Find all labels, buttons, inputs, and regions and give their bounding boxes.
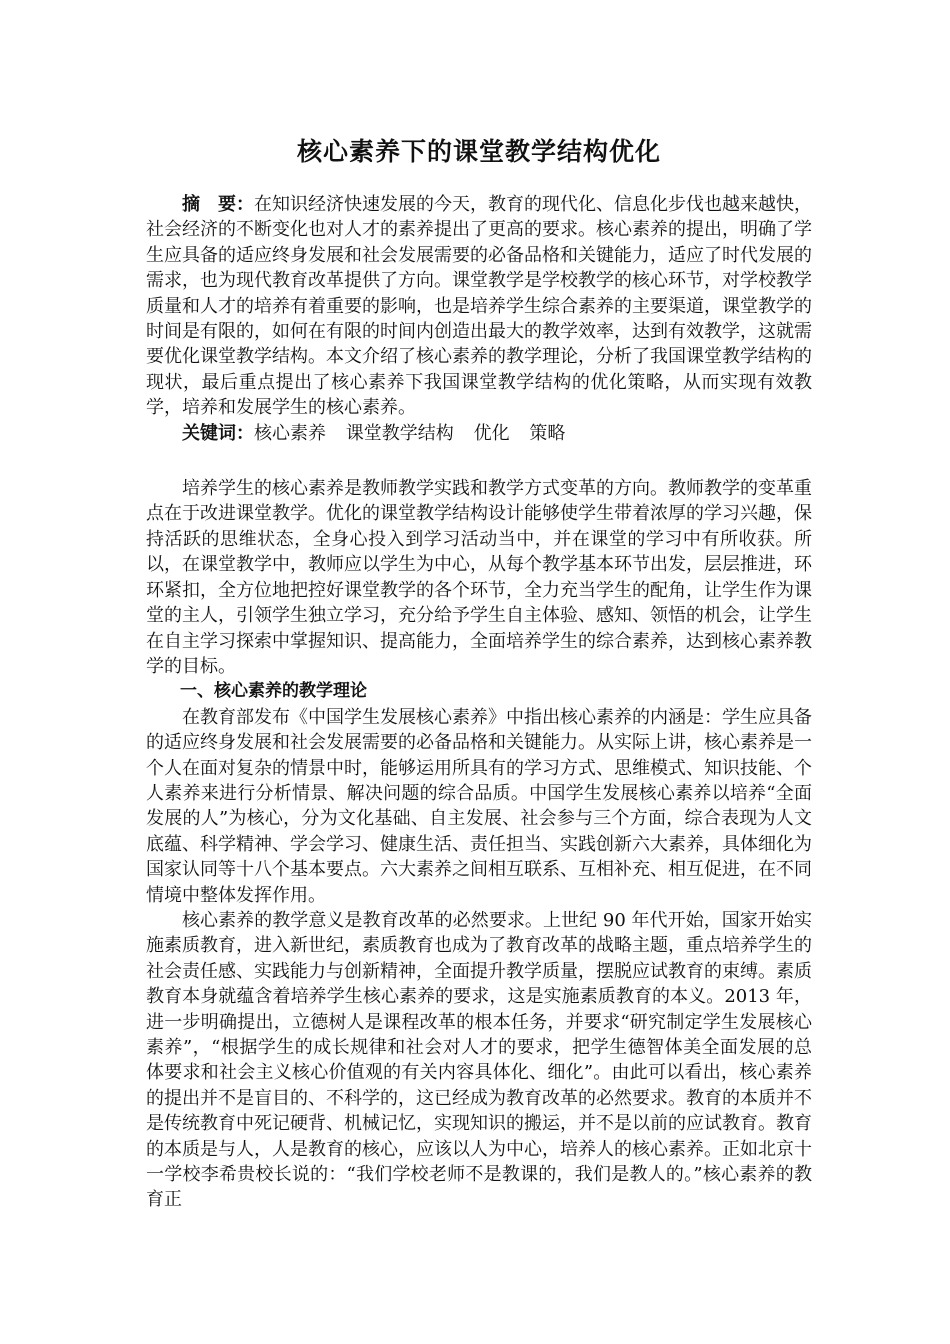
body-paragraph: 核心素养的教学意义是教育改革的必然要求。上世纪 90 年代开始，国家开始实施素质教育，进入新世纪，素质教育也成为了教育改革的战略主题，重点培养学生的社会责任感、实践能力与创新精神，全面提升教学质量，摆脱应试教育的束缚。素质教育本身就蕴含着培养学生核心素养的要求，这是实施素质教育的本义。2013 年，进一步明确提出，立德树人是课程改革的根本任务，并要求“研究制定学生发展核心素养”，“根据学生的成长规律和社会对人才的要求，把学生德智体美全面发展的总体要求和社会主义核心价值观的有关内容具体化、细化”。由此可以看出，核心素养的提出并不是盲目的、不科学的，这已经成为教育改革的必然要求。教育的本质并不是传统教育中死记硬背、机械记忆，实现知识的搬运，并不是以前的应试教育。教育的本质是与人，人是教育的核心，应该以人为中心，培养人的核心素养。正如北京十一学校李希贵校长说的：“我们学校老师不是教课的，我们是教人的。”核心素养的教育正 bbox=[146, 909, 812, 1211]
keyword: 优化 bbox=[473, 422, 510, 444]
document-title: 核心素养下的课堂教学结构优化 bbox=[296, 137, 661, 166]
abstract-paragraph bbox=[146, 192, 812, 421]
keyword: 核心素养 bbox=[254, 422, 326, 444]
body-paragraph: 在教育部发布《中国学生发展核心素养》中指出核心素养的内涵是：学生应具备的适应终身发展和社会发展需要的必备品格和关键能力。从实际上讲，核心素养是一个人在面对复杂的情景中时，能够运用所具有的学习方式、思维模式、知识技能、个人素养来进行分析情景、解决问题的综合品质。中国学生发展核心素养以培养“全面发展的人”为核心，分为文化基础、自主发展、社会参与三个方面，综合表现为人文底蕴、科学精神、学会学习、健康生活、责任担当、实践创新六大素养，具体细化为国家认同等十八个基本要点。六大素养之间相互联系、互相补充、相互促进，在不同情境中整体发挥作用。 bbox=[146, 706, 812, 906]
abstract-text: 在知识经济快速发展的今天，教育的现代化、信息化步伐也越来越快，社会经济的不断变化也对人才的素养提出了更高的要求。核心素养的提出，明确了学生应具备的适应终身发展和社会发展需要的必备品格和关键能力，适应了时代发展的需求，也为现代教育改革提供了方向。课堂教学是学校教学的核心环节，对学校教学质量和人才的培养有着重要的影响，也是培养学生综合素养的主要渠道，课堂教学的时间是有限的，如何在有限的时间内创造出最大的教学效率，达到有效教学，这就需要优化课堂教学结构。本文介绍了核心素养的教学理论，分析了我国课堂教学结构的现状，最后重点提出了核心素养下我国课堂教学结构的优化策略，从而实现有效教学，培养和发展学生的核心素养。 bbox=[146, 194, 812, 419]
section-heading: 一、核心素养的教学理论 bbox=[180, 681, 367, 702]
keyword: 策略 bbox=[529, 422, 566, 444]
keywords-line bbox=[146, 421, 812, 446]
keywords-label: 关键词： bbox=[182, 422, 254, 444]
intro-paragraph: 培养学生的核心素养是教师教学实践和教学方式变革的方向。教师教学的变革重点在于改进课堂教学。优化的课堂教学结构设计能够使学生带着浓厚的学习兴趣，保持活跃的思维状态，全身心投入到学习活动当中，并在课堂的学习中有所收获。所以，在课堂教学中，教师应以学生为中心，从每个教学基本环节出发，层层推进，环环紧扣，全方位地把控好课堂教学的各个环节，全力充当学生的配角，让学生作为课堂的主人，引领学生独立学习，充分给予学生自主体验、感知、领悟的机会，让学生在自主学习探索中掌握知识、提高能力，全面培养学生的综合素养，达到核心素养教学的目标。 bbox=[146, 478, 812, 677]
spacer bbox=[146, 446, 812, 476]
abstract-label: 摘 要： bbox=[182, 194, 254, 215]
keyword: 课堂教学结构 bbox=[345, 422, 454, 444]
